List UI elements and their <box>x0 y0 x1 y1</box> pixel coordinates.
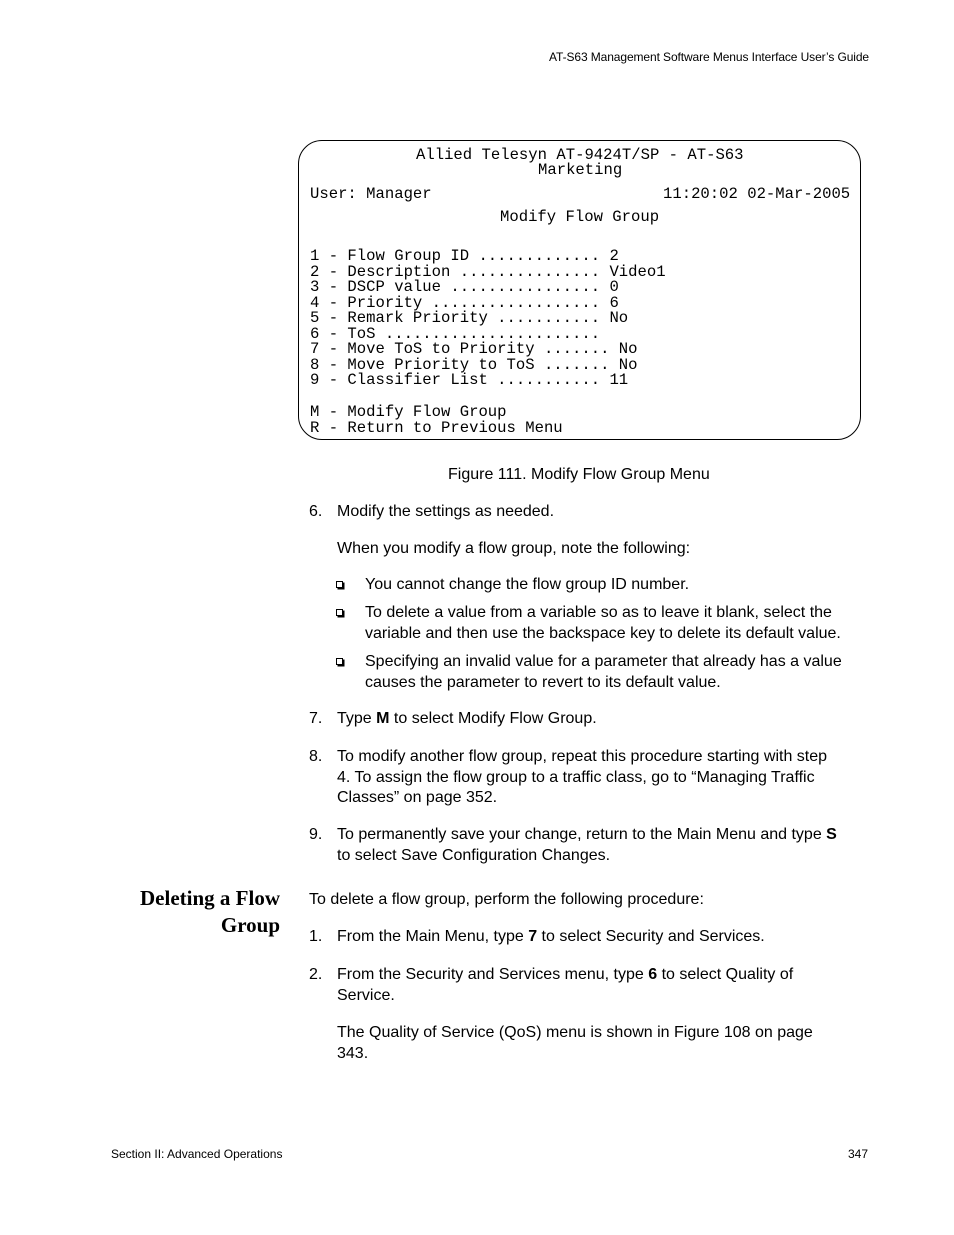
bullet-box-icon <box>336 581 343 588</box>
terminal-title: Allied Telesyn AT-9424T/SP - AT-S63 <box>416 146 744 164</box>
step-text: Service. <box>337 986 395 1004</box>
step-text: Classes” on page 352. <box>337 789 498 806</box>
step-text: From the Security and Services menu, type 6 to select Quality of <box>337 966 794 983</box>
terminal-timestamp: 11:20:02 02-Mar-2005 <box>663 185 851 203</box>
bullet-text: Specifying an invalid value for a parameter that already has a value <box>365 653 842 670</box>
step-text: 4. To assign the flow group to a traffic class, go to “Managing Traffic <box>337 768 815 786</box>
bullet-text: To delete a value from a variable so as to leave it blank, select the <box>365 604 832 621</box>
footer-section: Section II: Advanced Operations <box>111 1147 283 1161</box>
menu-option: 3 - DSCP value ................ 0 <box>310 278 619 296</box>
qos-note: 343. <box>337 1044 369 1062</box>
bullet-text: You cannot change the flow group ID number. <box>365 576 690 593</box>
step-text: Modify the settings as needed. <box>337 503 555 520</box>
menu-option: 4 - Priority .................. 6 <box>310 293 619 312</box>
menu-option: 1 - Flow Group ID ............. 2 <box>310 247 619 265</box>
bullet-box-icon <box>336 609 343 616</box>
qos-note: The Quality of Service (QoS) menu is shown in Figure 108 on page <box>337 1024 813 1041</box>
step-number: 8. <box>309 748 323 765</box>
section-intro: To delete a flow group, perform the following procedure: <box>309 891 704 908</box>
terminal-menu-title: Modify Flow Group <box>500 208 660 226</box>
menu-command: M - Modify Flow Group <box>310 403 507 421</box>
step-number: 2. <box>309 966 323 983</box>
step-text: To modify another flow group, repeat this procedure starting with step <box>337 748 828 765</box>
bullet-text: causes the parameter to revert to its default value. <box>365 674 721 691</box>
bullet-text: variable and then use the backspace key to delete its default value. <box>365 625 841 642</box>
step-text: to select Save Configuration Changes. <box>337 846 611 864</box>
step-text: From the Main Menu, type 7 to select Security and Services. <box>337 928 765 945</box>
step-text: To permanently save your change, return to the Main Menu and type S <box>337 826 837 843</box>
terminal-user: User: Manager <box>310 185 432 203</box>
menu-option: 6 - ToS ....................... <box>310 324 601 343</box>
step-text: Type M to select Modify Flow Group. <box>337 710 597 727</box>
menu-option: 5 - Remark Priority ........... No <box>310 309 629 327</box>
section-heading: Deleting a Flow Group <box>140 886 280 937</box>
menu-option: 7 - Move ToS to Priority ....... No <box>310 340 638 358</box>
running-header: AT-S63 Management Software Menus Interface User’s Guide <box>549 50 869 64</box>
step-number: 9. <box>309 826 323 843</box>
menu-command: R - Return to Previous Menu <box>310 419 563 437</box>
figure-caption: Figure 111. Modify Flow Group Menu <box>448 466 710 483</box>
menu-option: 9 - Classifier List ........... 11 <box>310 371 629 389</box>
bullet-box-icon <box>336 658 343 665</box>
note-intro: When you modify a flow group, note the following: <box>337 540 691 557</box>
terminal-subtitle: Marketing <box>538 161 623 179</box>
menu-option: 8 - Move Priority to ToS ....... No <box>310 355 638 374</box>
step-number: 7. <box>309 710 323 727</box>
step-number: 1. <box>309 928 323 945</box>
step-number: 6. <box>309 503 323 520</box>
menu-option: 2 - Description ............... Video1 <box>310 262 666 281</box>
page-number: 347 <box>847 1147 868 1161</box>
